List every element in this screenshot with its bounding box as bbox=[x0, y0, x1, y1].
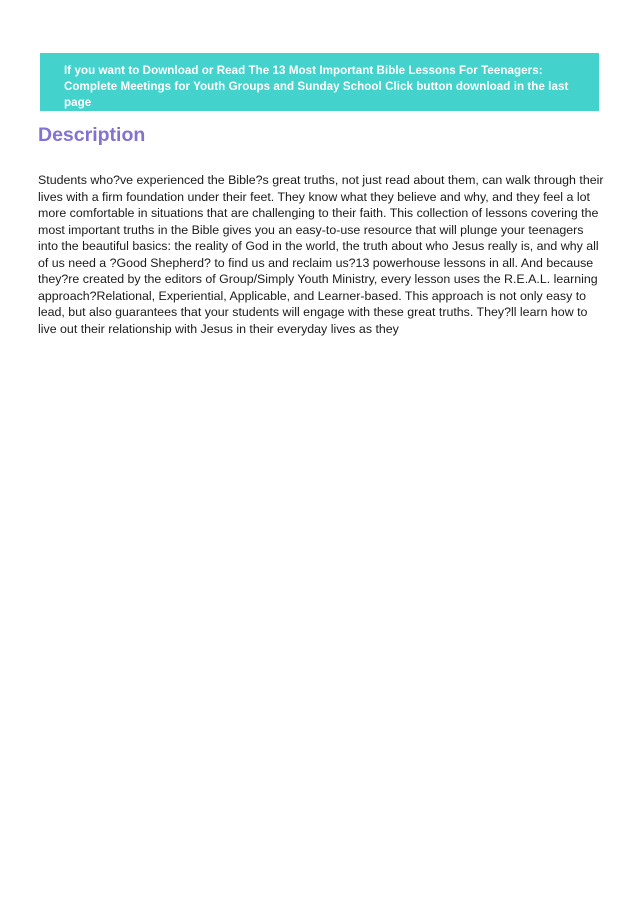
download-banner[interactable] bbox=[40, 53, 599, 111]
description-heading: Description bbox=[38, 124, 146, 146]
download-banner-text: If you want to Download or Read The 13 Most Important Bible Lessons For Teenagers: Complete Meetings for Youth Groups and Sunday School Click button download in the last page bbox=[64, 64, 569, 109]
description-body: Students who?ve experienced the Bible?s great truths, not just read about them, can walk through their lives with a firm foundation under their feet. They know what they believe and why, and they feel a lot more comfortable in situations that are challenging to their faith. This collection of lessons covering the most important truths in the Bible gives you an easy-to-use resource that will plunge your teenagers into the beautiful basics: the reality of God in the world, the truth about who Jesus really is, and why all of us need a ?Good Shepherd? to find us and reclaim us?13 powerhouse lessons in all. And because they?re created by the editors of Group/Simply Youth Ministry, every lesson uses the R.E.A.L. learning approach?Relational, Experiential, Applicable, and Learner-based. This approach is not only easy to lead, but also guarantees that your students will engage with these great truths. They?ll learn how to live out their relationship with Jesus in their everyday lives as they bbox=[38, 173, 604, 336]
